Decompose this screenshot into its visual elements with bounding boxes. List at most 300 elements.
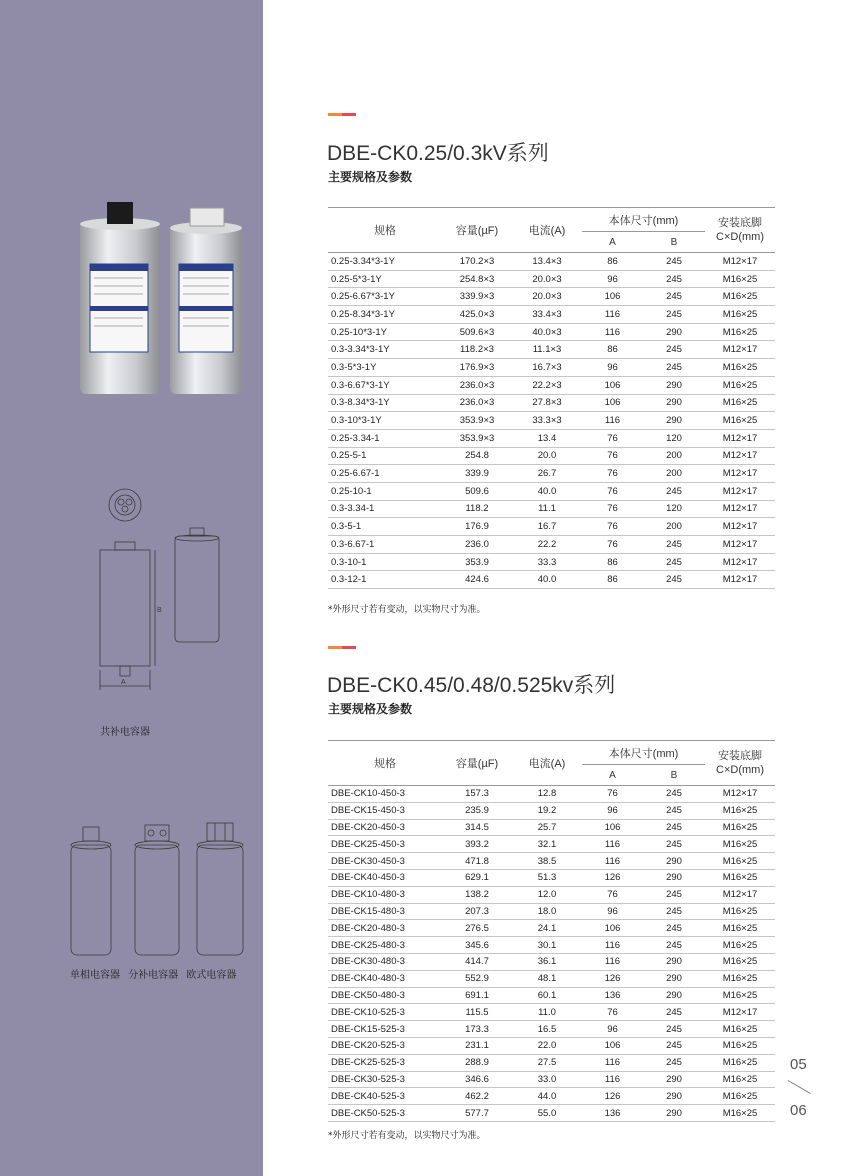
- table-row: [328, 500, 775, 518]
- table-cell: 290: [643, 1088, 705, 1105]
- table-cell: 414.7: [442, 953, 512, 970]
- table-cell: 33.3: [512, 553, 582, 571]
- table-cell: 0.3-5*3-1Y: [328, 359, 442, 377]
- table-cell: 509.6: [442, 482, 512, 500]
- table-cell: 25.7: [512, 819, 582, 836]
- capacitor-types-drawing: [65, 815, 255, 960]
- table-cell: 345.6: [442, 937, 512, 954]
- table-cell: M16×25: [705, 937, 775, 954]
- table-cell: 96: [582, 903, 643, 920]
- table-cell: 245: [643, 571, 705, 589]
- table-cell: M16×25: [705, 288, 775, 306]
- page-number-divider: [788, 1080, 811, 1094]
- table-cell: 22.2×3: [512, 376, 582, 394]
- table-cell: M16×25: [705, 270, 775, 288]
- table-cell: 86: [582, 341, 643, 359]
- table-cell: 235.9: [442, 802, 512, 819]
- table-cell: 13.4: [512, 429, 582, 447]
- table-cell: 339.9: [442, 465, 512, 483]
- table-cell: 353.9×3: [442, 412, 512, 430]
- table-cell: M16×25: [705, 376, 775, 394]
- table-cell: 116: [582, 1054, 643, 1071]
- table-cell: 86: [582, 553, 643, 571]
- dimension-note: *外形尺寸若有变动，以实物尺寸为准。: [328, 1131, 486, 1141]
- spec-table-body: [328, 786, 775, 1122]
- table-cell: 106: [582, 1037, 643, 1054]
- table-cell: 120: [643, 429, 705, 447]
- table-cell: 462.2: [442, 1088, 512, 1105]
- table-cell: 236.0×3: [442, 376, 512, 394]
- dimension-drawing: [95, 488, 225, 703]
- table-row: [328, 802, 775, 819]
- table-cell: DBE-CK40-480-3: [328, 970, 442, 987]
- table-cell: DBE-CK20-480-3: [328, 920, 442, 937]
- table-cell: 116: [582, 1071, 643, 1088]
- table-cell: 245: [643, 306, 705, 324]
- table-cell: 106: [582, 288, 643, 306]
- table-cell: 76: [582, 536, 643, 554]
- header-mount: [705, 208, 775, 253]
- table-row: [328, 359, 775, 377]
- table-cell: 0.3-10*3-1Y: [328, 412, 442, 430]
- table-cell: 0.25-3.34*3-1Y: [328, 253, 442, 271]
- table-cell: 509.6×3: [442, 323, 512, 341]
- table-cell: 245: [643, 359, 705, 377]
- table-cell: 30.1: [512, 937, 582, 954]
- table-cell: 245: [643, 1037, 705, 1054]
- table-cell: 11.1×3: [512, 341, 582, 359]
- table-row: [328, 518, 775, 536]
- table-cell: 577.7: [442, 1105, 512, 1122]
- table-cell: 290: [643, 412, 705, 430]
- section-accent-bar: [328, 646, 356, 649]
- table-cell: 231.1: [442, 1037, 512, 1054]
- table-cell: 0.3-6.67-1: [328, 536, 442, 554]
- header-body-dimensions: 本体尺寸(mm): [582, 208, 705, 232]
- table-cell: DBE-CK15-450-3: [328, 802, 442, 819]
- table-cell: 26.7: [512, 465, 582, 483]
- table-cell: 116: [582, 306, 643, 324]
- section-subtitle: 主要规格及参数: [328, 170, 413, 184]
- table-cell: DBE-CK30-450-3: [328, 853, 442, 870]
- table-row: [328, 288, 775, 306]
- table-cell: 86: [582, 571, 643, 589]
- header-spec: 规格: [328, 208, 442, 253]
- table-cell: DBE-CK10-525-3: [328, 1004, 442, 1021]
- table-row: [328, 1004, 775, 1021]
- table-row: [328, 412, 775, 430]
- table-cell: 136: [582, 1105, 643, 1122]
- table-cell: 245: [643, 819, 705, 836]
- table-cell: 245: [643, 937, 705, 954]
- table-cell: 118.2: [442, 500, 512, 518]
- table-cell: M16×25: [705, 836, 775, 853]
- table-cell: 60.1: [512, 987, 582, 1004]
- table-cell: 393.2: [442, 836, 512, 853]
- table-cell: 236.0×3: [442, 394, 512, 412]
- table-cell: M12×17: [705, 482, 775, 500]
- table-cell: M16×25: [705, 306, 775, 324]
- table-cell: M12×17: [705, 886, 775, 903]
- table-cell: M12×17: [705, 1004, 775, 1021]
- table-cell: 176.9: [442, 518, 512, 536]
- table-cell: 276.5: [442, 920, 512, 937]
- table-cell: 425.0×3: [442, 306, 512, 324]
- table-cell: 76: [582, 518, 643, 536]
- table-cell: M16×25: [705, 869, 775, 886]
- table-cell: M16×25: [705, 1037, 775, 1054]
- table-cell: 0.25-5*3-1Y: [328, 270, 442, 288]
- table-cell: DBE-CK20-450-3: [328, 819, 442, 836]
- table-cell: 76: [582, 465, 643, 483]
- header-spec: 规格: [328, 741, 442, 786]
- table-cell: 86: [582, 253, 643, 271]
- table-cell: 290: [643, 987, 705, 1004]
- table-cell: 0.3-6.67*3-1Y: [328, 376, 442, 394]
- table-cell: 76: [582, 886, 643, 903]
- table-cell: 0.25-5-1: [328, 447, 442, 465]
- table-cell: DBE-CK20-525-3: [328, 1037, 442, 1054]
- dimension-label-a: A: [121, 679, 126, 686]
- table-cell: 120: [643, 500, 705, 518]
- table-cell: 33.4×3: [512, 306, 582, 324]
- table-row: [328, 341, 775, 359]
- table-cell: 18.0: [512, 903, 582, 920]
- header-dim-b: B: [643, 232, 705, 253]
- header-mount: [705, 741, 775, 786]
- table-cell: 48.1: [512, 970, 582, 987]
- table-cell: 0.25-10*3-1Y: [328, 323, 442, 341]
- table-cell: 691.1: [442, 987, 512, 1004]
- table-cell: DBE-CK50-480-3: [328, 987, 442, 1004]
- table-cell: 126: [582, 970, 643, 987]
- table-cell: M12×17: [705, 786, 775, 803]
- table-cell: 0.25-3.34-1: [328, 429, 442, 447]
- section-subtitle: 主要规格及参数: [328, 702, 413, 716]
- table-cell: 20.0×3: [512, 288, 582, 306]
- table-row: [328, 306, 775, 324]
- table-cell: 19.2: [512, 802, 582, 819]
- table-cell: 0.3-3.34*3-1Y: [328, 341, 442, 359]
- table-cell: M16×25: [705, 394, 775, 412]
- table-cell: M16×25: [705, 903, 775, 920]
- table-cell: 424.6: [442, 571, 512, 589]
- table-cell: 55.0: [512, 1105, 582, 1122]
- table-cell: M12×17: [705, 536, 775, 554]
- spec-table-section2: [328, 740, 775, 1122]
- table-cell: 288.9: [442, 1054, 512, 1071]
- table-cell: 290: [643, 970, 705, 987]
- table-cell: 207.3: [442, 903, 512, 920]
- table-cell: 0.3-10-1: [328, 553, 442, 571]
- table-cell: 27.5: [512, 1054, 582, 1071]
- table-cell: M16×25: [705, 412, 775, 430]
- table-cell: 118.2×3: [442, 341, 512, 359]
- table-row: [328, 253, 775, 271]
- table-cell: 245: [643, 253, 705, 271]
- table-cell: 126: [582, 1088, 643, 1105]
- table-row: [328, 1037, 775, 1054]
- table-cell: M16×25: [705, 920, 775, 937]
- header-capacity: 容量(µF): [442, 208, 512, 253]
- table-cell: 245: [643, 786, 705, 803]
- table-cell: 0.25-10-1: [328, 482, 442, 500]
- table-cell: 245: [643, 886, 705, 903]
- page-number-left: 05: [790, 1056, 807, 1073]
- header-body-dimensions: 本体尺寸(mm): [582, 741, 705, 765]
- table-cell: 40.0: [512, 571, 582, 589]
- table-cell: DBE-CK40-450-3: [328, 869, 442, 886]
- table-cell: 290: [643, 394, 705, 412]
- header-mount-label: 安装底脚: [718, 217, 762, 229]
- table-cell: 0.25-6.67*3-1Y: [328, 288, 442, 306]
- table-cell: M12×17: [705, 553, 775, 571]
- dimension-note: *外形尺寸若有变动，以实物尺寸为准。: [328, 605, 486, 615]
- table-cell: DBE-CK10-450-3: [328, 786, 442, 803]
- table-cell: 290: [643, 1105, 705, 1122]
- table-cell: 116: [582, 853, 643, 870]
- table-cell: 245: [643, 341, 705, 359]
- table-cell: 0.3-8.34*3-1Y: [328, 394, 442, 412]
- table-cell: 245: [643, 553, 705, 571]
- table-cell: 629.1: [442, 869, 512, 886]
- table-cell: DBE-CK25-450-3: [328, 836, 442, 853]
- table-cell: 245: [643, 288, 705, 306]
- table-cell: 116: [582, 412, 643, 430]
- table-cell: M12×17: [705, 500, 775, 518]
- table-cell: 96: [582, 802, 643, 819]
- table-row: [328, 1071, 775, 1088]
- table-cell: 38.5: [512, 853, 582, 870]
- table-cell: M16×25: [705, 1021, 775, 1038]
- table-cell: M12×17: [705, 571, 775, 589]
- table-cell: DBE-CK25-480-3: [328, 937, 442, 954]
- table-cell: 76: [582, 429, 643, 447]
- table-cell: 106: [582, 920, 643, 937]
- table-cell: 16.5: [512, 1021, 582, 1038]
- table-cell: M16×25: [705, 819, 775, 836]
- table-cell: 33.3×3: [512, 412, 582, 430]
- table-row: [328, 376, 775, 394]
- table-row: [328, 482, 775, 500]
- table-cell: DBE-CK40-525-3: [328, 1088, 442, 1105]
- table-cell: 136: [582, 987, 643, 1004]
- table-cell: 157.3: [442, 786, 512, 803]
- table-cell: 16.7: [512, 518, 582, 536]
- table-row: [328, 970, 775, 987]
- table-cell: 0.25-8.34*3-1Y: [328, 306, 442, 324]
- table-cell: 16.7×3: [512, 359, 582, 377]
- table-cell: 12.8: [512, 786, 582, 803]
- table-cell: 290: [643, 953, 705, 970]
- table-cell: 290: [643, 323, 705, 341]
- table-cell: M16×25: [705, 853, 775, 870]
- table-cell: M12×17: [705, 447, 775, 465]
- table-cell: 245: [643, 270, 705, 288]
- table-row: [328, 1088, 775, 1105]
- table-row: [328, 869, 775, 886]
- table-row: [328, 786, 775, 803]
- table-cell: DBE-CK30-525-3: [328, 1071, 442, 1088]
- table-cell: 245: [643, 482, 705, 500]
- table-cell: 245: [643, 1004, 705, 1021]
- table-cell: 200: [643, 518, 705, 536]
- table-row: [328, 853, 775, 870]
- table-cell: 11.0: [512, 1004, 582, 1021]
- table-cell: DBE-CK15-525-3: [328, 1021, 442, 1038]
- table-row: [328, 886, 775, 903]
- table-row: [328, 920, 775, 937]
- table-cell: 290: [643, 1071, 705, 1088]
- table-cell: 96: [582, 1021, 643, 1038]
- header-current: 电流(A): [512, 208, 582, 253]
- table-cell: M16×25: [705, 1054, 775, 1071]
- table-row: [328, 1105, 775, 1122]
- section-title: DBE-CK0.25/0.3kV系列: [327, 142, 549, 165]
- table-cell: 245: [643, 836, 705, 853]
- table-cell: 290: [643, 376, 705, 394]
- table-cell: 346.6: [442, 1071, 512, 1088]
- table-cell: 0.3-3.34-1: [328, 500, 442, 518]
- table-cell: 245: [643, 536, 705, 554]
- table-row: [328, 836, 775, 853]
- header-dim-a: A: [582, 765, 643, 786]
- page-number-right: 06: [790, 1102, 807, 1119]
- table-cell: 13.4×3: [512, 253, 582, 271]
- table-row: [328, 394, 775, 412]
- table-cell: 11.1: [512, 500, 582, 518]
- table-cell: 339.9×3: [442, 288, 512, 306]
- table-row: [328, 987, 775, 1004]
- header-dim-b: B: [643, 765, 705, 786]
- table-row: [328, 447, 775, 465]
- table-cell: 51.3: [512, 869, 582, 886]
- spec-table-section1: [328, 207, 775, 589]
- table-cell: 40.0×3: [512, 323, 582, 341]
- table-cell: 106: [582, 376, 643, 394]
- table-cell: 33.0: [512, 1071, 582, 1088]
- table-cell: 96: [582, 359, 643, 377]
- section-accent-bar: [328, 113, 356, 116]
- table-row: [328, 819, 775, 836]
- table-cell: 76: [582, 1004, 643, 1021]
- table-cell: 44.0: [512, 1088, 582, 1105]
- header-mount-unit: C×D(mm): [716, 231, 764, 243]
- table-cell: DBE-CK30-480-3: [328, 953, 442, 970]
- table-cell: 20.0: [512, 447, 582, 465]
- table-cell: 76: [582, 786, 643, 803]
- table-cell: M16×25: [705, 1088, 775, 1105]
- table-cell: M12×17: [705, 341, 775, 359]
- table-cell: 200: [643, 447, 705, 465]
- table-cell: 116: [582, 836, 643, 853]
- table-cell: 12.0: [512, 886, 582, 903]
- table-row: [328, 465, 775, 483]
- table-cell: 76: [582, 482, 643, 500]
- table-cell: M12×17: [705, 429, 775, 447]
- table-cell: 27.8×3: [512, 394, 582, 412]
- table-cell: 254.8: [442, 447, 512, 465]
- table-cell: 76: [582, 447, 643, 465]
- terminal-block-right: [190, 208, 224, 226]
- table-row: [328, 429, 775, 447]
- table-cell: 176.9×3: [442, 359, 512, 377]
- table-cell: 353.9×3: [442, 429, 512, 447]
- table-cell: DBE-CK10-480-3: [328, 886, 442, 903]
- header-dim-a: A: [582, 232, 643, 253]
- table-cell: 116: [582, 937, 643, 954]
- table-cell: 106: [582, 819, 643, 836]
- header-capacity: 容量(µF): [442, 741, 512, 786]
- table-cell: 36.1: [512, 953, 582, 970]
- table-cell: 22.0: [512, 1037, 582, 1054]
- sidebar: [0, 0, 263, 1176]
- table-cell: 245: [643, 920, 705, 937]
- dimension-label-b: B: [157, 607, 162, 614]
- table-cell: M16×25: [705, 359, 775, 377]
- capacitor-product-photo: [75, 200, 250, 400]
- table-cell: M16×25: [705, 802, 775, 819]
- header-current: 电流(A): [512, 741, 582, 786]
- table-cell: 0.3-5-1: [328, 518, 442, 536]
- table-cell: M16×25: [705, 953, 775, 970]
- table-cell: 106: [582, 394, 643, 412]
- table-row: [328, 1054, 775, 1071]
- table-cell: DBE-CK15-480-3: [328, 903, 442, 920]
- table-cell: 138.2: [442, 886, 512, 903]
- table-cell: M16×25: [705, 1071, 775, 1088]
- table-cell: 173.3: [442, 1021, 512, 1038]
- table-cell: DBE-CK50-525-3: [328, 1105, 442, 1122]
- table-cell: 170.2×3: [442, 253, 512, 271]
- table-cell: 245: [643, 903, 705, 920]
- caption-common-capacitor: 共补电容器: [100, 727, 150, 738]
- table-cell: M16×25: [705, 987, 775, 1004]
- table-row: [328, 1021, 775, 1038]
- table-cell: 0.3-12-1: [328, 571, 442, 589]
- table-cell: 471.8: [442, 853, 512, 870]
- table-row: [328, 270, 775, 288]
- table-row: [328, 953, 775, 970]
- table-cell: 126: [582, 869, 643, 886]
- table-cell: 115.5: [442, 1004, 512, 1021]
- table-cell: 245: [643, 1054, 705, 1071]
- table-cell: M16×25: [705, 970, 775, 987]
- section-title: DBE-CK0.45/0.48/0.525kv系列: [327, 674, 616, 697]
- header-mount-unit: C×D(mm): [716, 764, 764, 776]
- table-row: [328, 323, 775, 341]
- table-row: [328, 903, 775, 920]
- table-cell: M16×25: [705, 323, 775, 341]
- table-cell: 236.0: [442, 536, 512, 554]
- table-cell: 20.0×3: [512, 270, 582, 288]
- table-cell: 116: [582, 953, 643, 970]
- table-cell: M12×17: [705, 465, 775, 483]
- table-cell: 254.8×3: [442, 270, 512, 288]
- table-cell: M12×17: [705, 253, 775, 271]
- table-cell: 22.2: [512, 536, 582, 554]
- terminal-block-left: [107, 202, 133, 224]
- header-mount-label: 安装底脚: [718, 750, 762, 762]
- table-cell: 314.5: [442, 819, 512, 836]
- table-cell: 245: [643, 1021, 705, 1038]
- table-cell: M12×17: [705, 518, 775, 536]
- table-cell: 40.0: [512, 482, 582, 500]
- table-row: [328, 553, 775, 571]
- table-cell: 32.1: [512, 836, 582, 853]
- table-cell: 24.1: [512, 920, 582, 937]
- table-cell: 96: [582, 270, 643, 288]
